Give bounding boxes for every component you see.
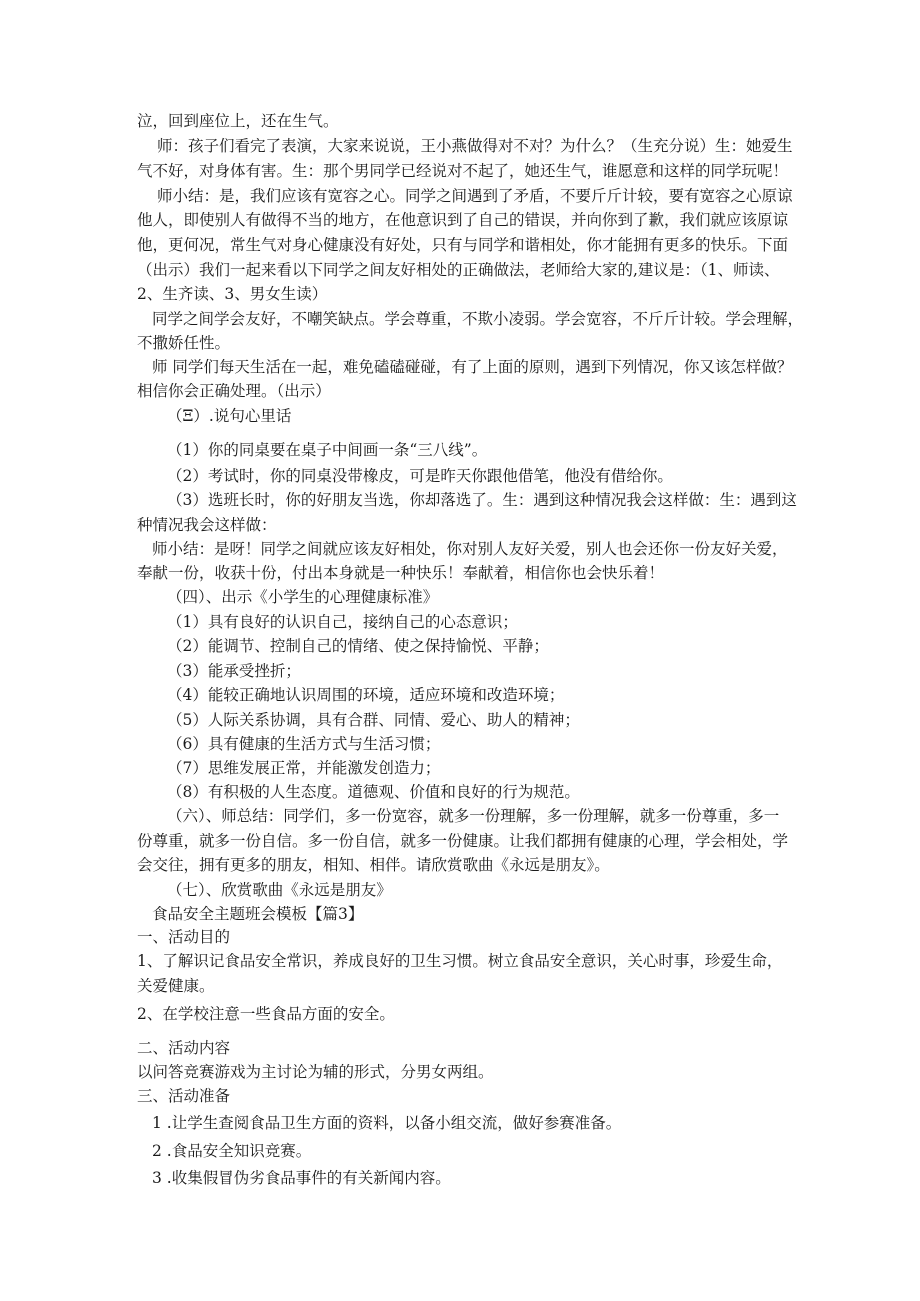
section-heading: 一、活动目的 [137, 928, 231, 946]
list-item: （2）考试时，你的同桌没带橡皮，可是昨天你跟他借笔，他没有借给你。 [167, 467, 673, 485]
text-line: 师小结：是呀！同学之间就应该友好相处，你对别人友好关爱，别人也会还你一份友好关爱， [152, 540, 788, 558]
list-item: （2）能调节、控制自己的情绪、使之保持愉悦、平静； [167, 637, 549, 655]
section-heading: 二、活动内容 [137, 1039, 231, 1057]
text-line: 不撒娇任性。 [137, 334, 231, 352]
text-line: 他，更何况，常生气对身心健康没有好处，只有与同学和谐相处，你才能拥有更多的快乐。下面 [137, 236, 789, 254]
list-item: 2 .食品安全知识竞赛。 [152, 1142, 312, 1160]
text-line: （出示）我们一起来看以下同学之间友好相处的正确做法，老师给大家的,建议是：（1、师读、 [137, 261, 780, 279]
text-line: 以问答竞赛游戏为主讨论为辅的形式，分男女两组。 [137, 1063, 494, 1081]
text-line: 份尊重，就多一份自信。多一份自信，就多一份健康。让我们都拥有健康的心理，学会相处，学 [137, 832, 789, 850]
list-item: （3）能承受挫折； [167, 662, 301, 680]
text-line: 奉献一份，收获十份，付出本身就是一种快乐！奉献着，相信你也会快乐着！ [137, 564, 665, 582]
list-item: （4）能较正确地认识周围的环境，适应环境和改造环境； [167, 686, 565, 704]
text-line: 师小结：是，我们应该有宽容之心。同学之间遇到了矛盾，不要斤斤计较，要有宽容之心原谅 [157, 187, 793, 205]
text-line: 师 同学们每天生活在一起，难免磕磕碰碰，有了上面的原则，遇到下列情况，你又该怎样做？ [152, 358, 793, 376]
text-line: 气不好，对身体有害。生：那个男同学已经说对不起了，她还生气，谁愿意和这样的同学玩呢！ [137, 162, 789, 180]
list-item: 3 .收集假冒伪劣食品事件的有关新闻内容。 [152, 1169, 451, 1187]
list-item: （1）具有良好的认识自己，接纳自己的心态意识； [167, 613, 518, 631]
text-line: 泣，回到座位上，还在生气。 [137, 112, 339, 130]
text-line: 他人，即使别人有做得不当的地方，在他意识到了自己的错误，并向你到了歉，我们就应该原谅 [137, 211, 789, 229]
list-item: （6）具有健康的生活方式与生活习惯； [167, 735, 441, 753]
text-line: 2、生齐读、3、男女生读） [137, 285, 328, 303]
text-line: 2、在学校注意一些食品方面的安全。 [137, 1005, 395, 1023]
list-item: （1）你的同桌要在桌子中间画一条“三八线”。 [167, 441, 488, 459]
section-heading: （四）、出示《小学生的心理健康标准》 [167, 588, 439, 606]
text-line: 同学之间学会友好，不嘲笑缺点。学会尊重，不欺小凌弱。学会宽容，不斤斤计较。学会理解， [152, 310, 804, 328]
text-line: 1、了解识记食品安全常识，养成良好的卫生习惯。树立食品安全意识，关心时事，珍爱生命， [137, 952, 783, 970]
text-line: （六）、师总结：同学们，多一份宽容，就多一份理解，多一份理解，就多一份尊重，多一 [167, 807, 780, 825]
list-item: （3）选班长时，你的好朋友当选，你却落选了。生：遇到这种情况我会这样做：生：遇到这 [167, 491, 797, 509]
document-title: 食品安全主题班会模板【篇3】 [152, 905, 364, 923]
section-heading: 三、活动准备 [137, 1087, 231, 1105]
section-heading: （Ξ）.说句心里话 [167, 407, 292, 425]
text-line: 关爱健康。 [137, 977, 215, 995]
text-line: 相信你会正确处理。（出示） [137, 382, 331, 400]
list-item: 1 .让学生查阅食品卫生方面的资料，以备小组交流，做好参赛准备。 [152, 1114, 622, 1132]
text-line: 会交往，拥有更多的朋友，相知、相伴。请欣赏歌曲《永远是朋友》。 [137, 856, 610, 874]
list-item: （7）思维发展正常，并能激发创造力； [167, 759, 441, 777]
text-line: 师：孩子们看完了表演，大家来说说，王小燕做得对不对？为什么？（生充分说）生：她爱生 [157, 137, 793, 155]
text-line: 种情况我会这样做： [137, 516, 277, 534]
list-item: （5）人际关系协调，具有合群、同情、爱心、助人的精神； [167, 711, 580, 729]
section-heading: （七）、欣赏歌曲《永远是朋友》 [167, 881, 392, 899]
list-item: （8）有积极的人生态度。道德观、价值和良好的行为规范。 [167, 783, 580, 801]
